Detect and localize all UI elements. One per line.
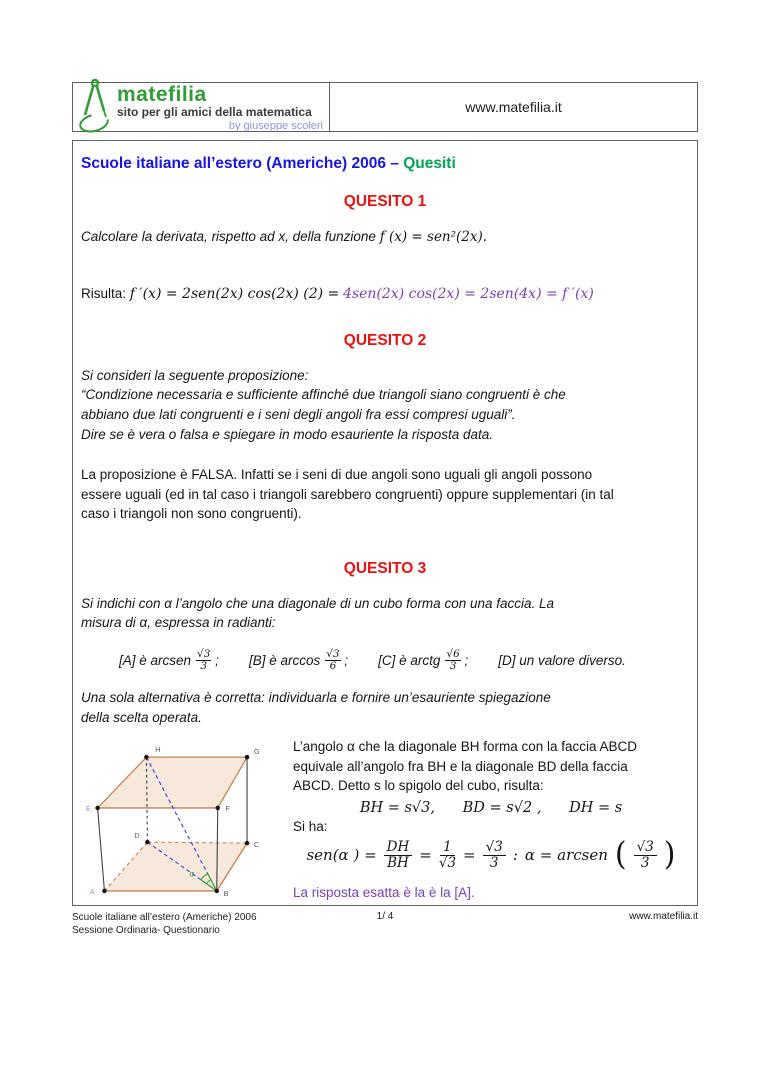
- q3-edge-lengths-math: BH = s√3, BD = s√2 , DH = s: [359, 799, 623, 816]
- alternative-c: [378, 649, 468, 672]
- vertex-dot-c: [245, 841, 249, 845]
- quesito-2-heading: QUESITO 2: [343, 331, 427, 349]
- fraction-numerator: √3: [483, 840, 506, 856]
- quesito-3-heading: QUESITO 3: [343, 559, 427, 577]
- quesito-2-answer: [81, 465, 689, 524]
- vertex-dot-f: [215, 806, 219, 810]
- q3-followup-line: della scelta operata.: [81, 709, 202, 725]
- fraction-denominator: 3: [200, 659, 208, 672]
- document-frame: [72, 140, 698, 906]
- site-url: www.matefilia.it: [330, 82, 698, 132]
- header-banner: [72, 82, 698, 132]
- q3-solution-line: ABCD. Detto s lo spigolo del cubo, risulta:: [293, 778, 544, 794]
- q3-main-equation: sen(α ) = $\frac{DH}{BH}$ = $\frac{1}{√3}$ = $\frac{√3}{3}$ : α = arcsen ( $\frac{√3}{3}$ ): [306, 836, 676, 874]
- q3-statement-line: Si indichi con α l’angolo che una diagonale di un cubo forma con una faccia. La: [81, 595, 555, 611]
- eq-fraction-result: [634, 840, 657, 871]
- fraction-denominator: 6: [329, 659, 337, 672]
- logo-byline: by giuseppe scoleri: [228, 120, 323, 133]
- q1-result-label: Risulta:: [81, 285, 127, 301]
- vertex-label-b: B: [223, 888, 229, 898]
- quesito-1-heading: QUESITO 1: [343, 193, 427, 210]
- eq-colon: :: [512, 846, 518, 865]
- fraction-numerator: √3: [634, 840, 657, 856]
- eq-fraction-dh-bh: [384, 840, 413, 871]
- q3-alternatives: [119, 649, 689, 672]
- footer-left: [72, 911, 377, 937]
- page-footer: [72, 911, 698, 937]
- q3-solution-line: equivale all’angolo fra BH e la diagonale BD della faccia: [293, 758, 628, 774]
- alternative-c-label: [C] è arctg: [378, 652, 441, 668]
- q2-answer-line: caso i triangoli non sono congruenti).: [81, 506, 302, 522]
- q3-statement-line: misura di α, espressa in radianti:: [81, 615, 276, 631]
- quesito-2-statement: [81, 366, 689, 444]
- edge-ea: [98, 808, 105, 891]
- logo-subtitle: sito per gli amici della matematica: [117, 105, 312, 119]
- fraction-denominator: 3: [489, 854, 499, 871]
- cube-figure: [81, 735, 291, 906]
- footer-page-number: 1/ 4: [376, 911, 394, 922]
- vertex-dot-a: [102, 889, 106, 893]
- page-title-accent: Quesiti: [403, 155, 456, 172]
- q3-final-answer: La risposta esatta è la è la [A].: [293, 884, 475, 900]
- fraction-denominator: BH: [387, 854, 409, 871]
- vertex-label-e: E: [85, 803, 91, 813]
- alternative-b-label: [B] è arccos: [248, 652, 321, 668]
- compass-icon: [78, 75, 118, 137]
- alternative-a-tail: ;: [211, 652, 219, 668]
- q1-result-math-black: f ′(x) = 2sen(2x) cos(2x) (2) =: [129, 285, 340, 302]
- q3-solution-line: L’angolo α che la diagonale BH forma con la faccia ABCD: [293, 739, 638, 755]
- vertex-label-f: F: [225, 803, 231, 813]
- quesito-3-statement: [81, 594, 689, 633]
- document-page: [0, 82, 768, 1076]
- footer-session: Sessione Ordinaria- Questionario: [72, 925, 220, 937]
- logo-title: matefilia: [117, 83, 207, 106]
- eq-fraction-sqrt3-3: [483, 840, 506, 871]
- q3-si-ha-label: Si ha:: [293, 818, 328, 834]
- quesito-1-statement: [81, 227, 689, 248]
- alternative-d-label: [D] un valore diverso.: [498, 652, 626, 668]
- q1-result-math-purple: 4sen(2x) cos(2x) = 2sen(4x) = f ′(x): [343, 285, 594, 302]
- vertex-label-g: G: [253, 747, 260, 757]
- q3-followup: [81, 688, 689, 727]
- vertex-label-c: C: [253, 840, 260, 850]
- fraction-denominator: 3: [640, 854, 650, 871]
- page-title: [81, 155, 689, 173]
- q2-statement-line: Si consideri la seguente proposizione:: [81, 367, 309, 383]
- alternative-c-fraction: [445, 649, 460, 672]
- eq-equals: =: [419, 846, 432, 865]
- vertex-dot-g: [245, 755, 249, 759]
- eq-lhs: sen(α ) =: [306, 846, 377, 865]
- alternative-d: [498, 653, 626, 668]
- q2-statement-line: abbiano due lati congruenti e i seni degli angoli fra essi compresi uguali”.: [81, 406, 516, 422]
- vertex-label-h: H: [155, 745, 161, 755]
- eq-equals: =: [463, 846, 476, 865]
- fraction-denominator: √3: [438, 854, 457, 871]
- vertex-dot-d: [145, 840, 149, 844]
- quesito-1-result: [81, 284, 689, 304]
- vertex-dot-e: [95, 806, 99, 810]
- q1-statement-text: Calcolare la derivata, rispetto ad x, della funzione: [81, 229, 376, 244]
- footer-site-url: www.matefilia.it: [629, 911, 698, 922]
- q2-answer-line: essere uguali (ed in tal caso i triangoli sarebbero congruenti) oppure supplementari (in tal: [81, 486, 614, 502]
- vertex-dot-b: [215, 889, 219, 893]
- angle-label: α: [189, 868, 195, 879]
- logo-cell: [72, 82, 330, 132]
- fraction-numerator: √3: [197, 647, 211, 660]
- eq-alpha-arcsen: α = arcsen: [524, 846, 608, 865]
- alternative-b: [249, 649, 348, 672]
- alternative-b-tail: ;: [340, 652, 349, 668]
- alternative-a: [119, 649, 219, 672]
- q3-solution-text: [293, 735, 689, 906]
- fraction-numerator: √3: [326, 647, 340, 660]
- page-title-main: Scuole italiane all’estero (Americhe) 2006 –: [81, 155, 399, 172]
- vertex-label-a: A: [89, 886, 95, 896]
- q2-answer-line: La proposizione è FALSA. Infatti se i seni di due angoli sono uguali gli angoli possono: [81, 467, 593, 483]
- cube-top-face: [98, 757, 247, 808]
- footer-doc-title: Scuole italiane all’estero (Americhe) 2006: [72, 912, 257, 923]
- q3-followup-line: Una sola alternativa è corretta: individuarla e fornire un’esauriente spiegazione: [81, 689, 551, 705]
- fraction-numerator: 1: [440, 840, 455, 856]
- cube-figure-container: [81, 735, 293, 906]
- q1-statement-math: f (x) = sen²(2x).: [379, 229, 488, 245]
- alternative-b-fraction: [325, 649, 340, 672]
- alternative-a-label: [A] è arcsen: [119, 652, 192, 668]
- alternative-a-fraction: [196, 649, 211, 672]
- vertex-label-d: D: [134, 831, 140, 841]
- fraction-numerator: √6: [446, 647, 460, 660]
- q2-statement-line: “Condizione necessaria e sufficiente affinché due triangoli siano congruenti è che: [81, 387, 566, 403]
- q2-statement-line: Dire se è vera o falsa e spiegare in modo esauriente la risposta data.: [81, 426, 493, 442]
- vertex-dot-h: [144, 755, 148, 759]
- cube-bottom-face: [104, 842, 247, 891]
- fraction-denominator: 3: [449, 659, 457, 672]
- fraction-numerator: DH: [384, 840, 413, 856]
- alternative-c-tail: ;: [460, 652, 469, 668]
- eq-fraction-1-sqrt3: [439, 840, 456, 871]
- q3-solution-row: [81, 735, 689, 906]
